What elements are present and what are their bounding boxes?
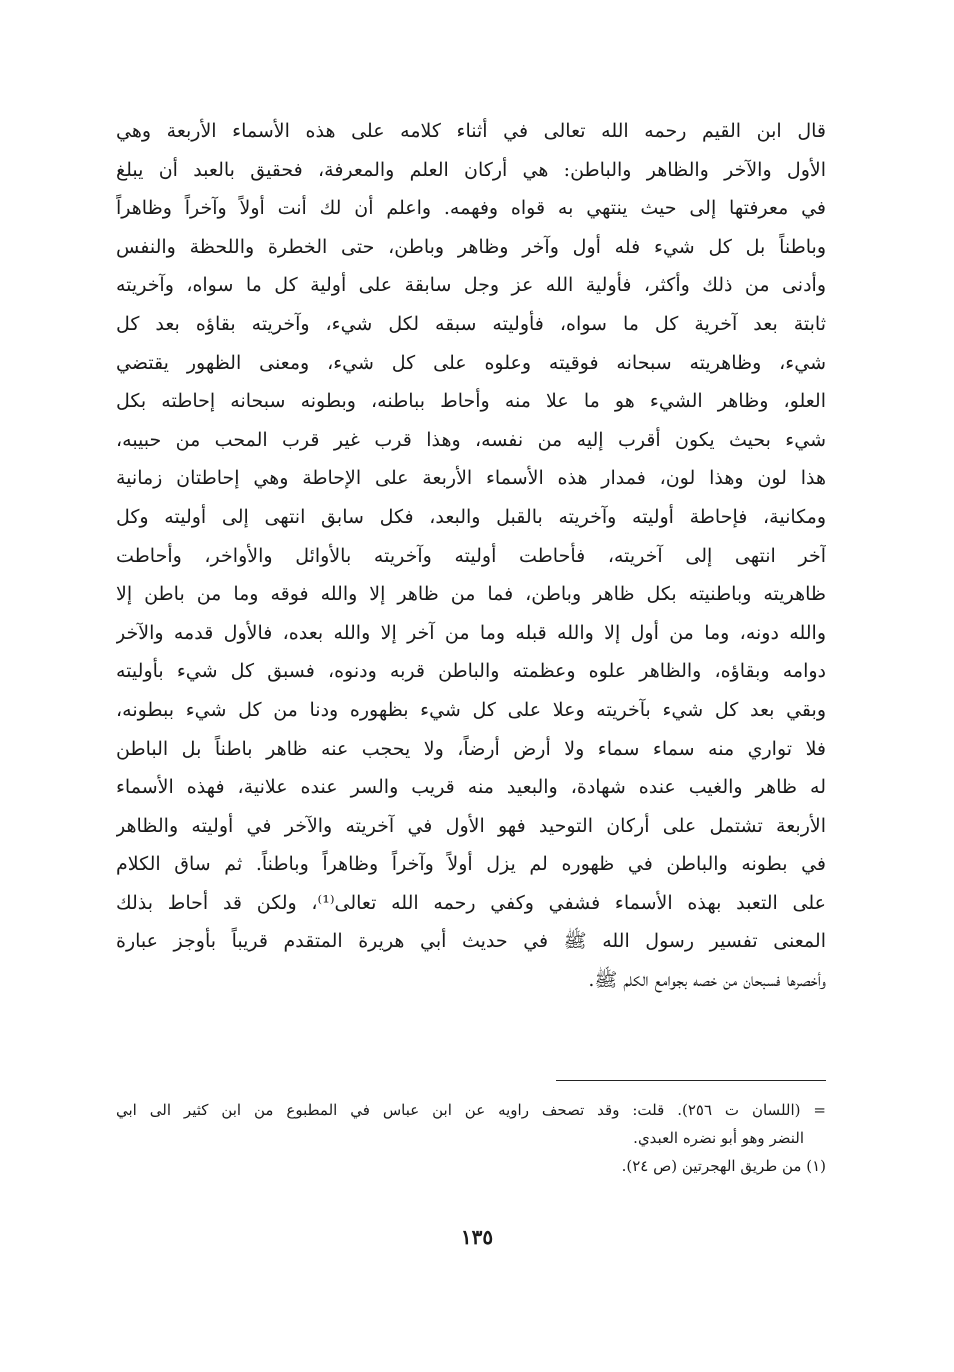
- text-line: دوامه وبقاؤه، والظاهر علوه وعظمته والباطن قربه ودنوه، فسبق كل شيء بأوليته: [116, 660, 826, 683]
- text-line: المعنى تفسير رسول الله ﷺ في حديث أبي هريرة المتقدم قريباً بأوجز عبارة: [116, 930, 826, 953]
- text-line: له ظاهر والغيب عنده شهادة، والبعيد منه قريب والسر عنده علانية، فهذه الأسماء: [116, 776, 826, 799]
- text-line: ثابتة بعد آخرية كل ما سواه، فأوليته سبقه لكل شيء، وآخريته بقاؤه بعد كل: [116, 312, 826, 335]
- footnote-separator: [556, 1080, 826, 1081]
- text-line: والله دونه، وما من أول إلا والله قبله وما من آخر إلا والله بعده، فالأول قدمه والآخر: [116, 621, 826, 644]
- text-line: شيء بحيث يكون أقرب إليه من نفسه، وهذا قرب غير قرب المحب من حبيبه،: [116, 428, 826, 451]
- text-line: على التعبد بهذه الأسماء فشفي وكفي رحمه الله تعالى⁽¹⁾، ولكن قد أحاط بذلك: [116, 891, 826, 914]
- text-line: في معرفتها إلى حيث ينتهي به قواه وفهمه. واعلم أن لك أنت أولاً وآخراً وظاهراً: [116, 197, 826, 220]
- footnote-1: (١) من طريق الهجرتين (ص ٢٤).: [621, 1157, 826, 1175]
- text-line: آخر انتهى إلى آخريته، فأحاطت أوليته وآخريته بالأوائل والأواخر، وأحاطت: [116, 544, 826, 567]
- text-line: فلا تواري منه سماء سماء ولا أرض أرضاً، ولا يحجب عنه ظاهر باطناً بل الباطن: [116, 737, 826, 760]
- text-line: العلو، وظاهر الشيء هو ما علا منه وأحاط بباطنه، وبطونه سبحانه إحاطته بكل: [116, 390, 826, 413]
- text-line: الأول والآخر والظاهر والباطن: هي أركان العلم والمعرفة، فحقيق بالعبد أن يبلغ: [116, 158, 826, 181]
- text-line: وبقي بعد كل شيء بآخريته وعلا على كل شيء بظهوره ودنا من كل شيء ببطونه،: [116, 698, 826, 721]
- text-line: شيء، وظاهريته سبحانه فوقيته وعلوه على كل شيء، ومعنى الظهور يقتضي: [116, 351, 826, 374]
- text-line: وباطناً بل كل شيء فله أول وآخر وظاهر وباطن، حتى الخطرة واللحظة والنفس: [116, 235, 826, 258]
- text-line: ظاهريته وباطنيته بكل ظاهر وباطن، فما من ظاهر إلا والله فوقه وما من باطن إلا: [116, 583, 826, 606]
- footnote-continued-line: النضر وهو أبو نضره العبدي.: [633, 1129, 804, 1147]
- footnotes-block: [116, 1096, 826, 1180]
- text-line: قال ابن القيم رحمه الله تعالى في أثناء كلامه على هذه الأسماء الأربعة وهي: [116, 120, 826, 142]
- text-line: وأدنى من ذلك وأكثر، فأولية الله عز وجل سابقة على أولية كل ما سواه، وآخريته: [116, 274, 826, 297]
- text-line: الأربعة تشتمل على أركان التوحيد فهو الأول في آخريته والآخر في أوليته والظاهر: [116, 814, 826, 837]
- main-text-block: [116, 112, 826, 1000]
- footnote-continued-line: = (اللسان ت ٢٥٦). قلت: وقد تصحف راويه عن ابن عباس في المطبوع من ابن كثير الى ابي: [116, 1101, 826, 1119]
- text-line: ومكانية، فإحاطة أوليته وآخريته بالقبل والبعد، فكل سابق انتهى إلى أوليته وكل: [116, 505, 826, 528]
- text-line: وأخصرها فسبحان من خصه بجوامع الكلم ﷺ.: [588, 969, 826, 992]
- text-line: في بطونه والباطن في ظهوره لم يزل أولاً وآخراً وظاهراً وباطناً. ثم ساق الكلام: [116, 853, 826, 876]
- text-line: هذا لون وهذا لون، فمدار هذه الأسماء الأربعة على الإحاطة وهي إحاطتان زمانية: [116, 467, 826, 490]
- page-number: ١٣٥: [460, 1225, 494, 1249]
